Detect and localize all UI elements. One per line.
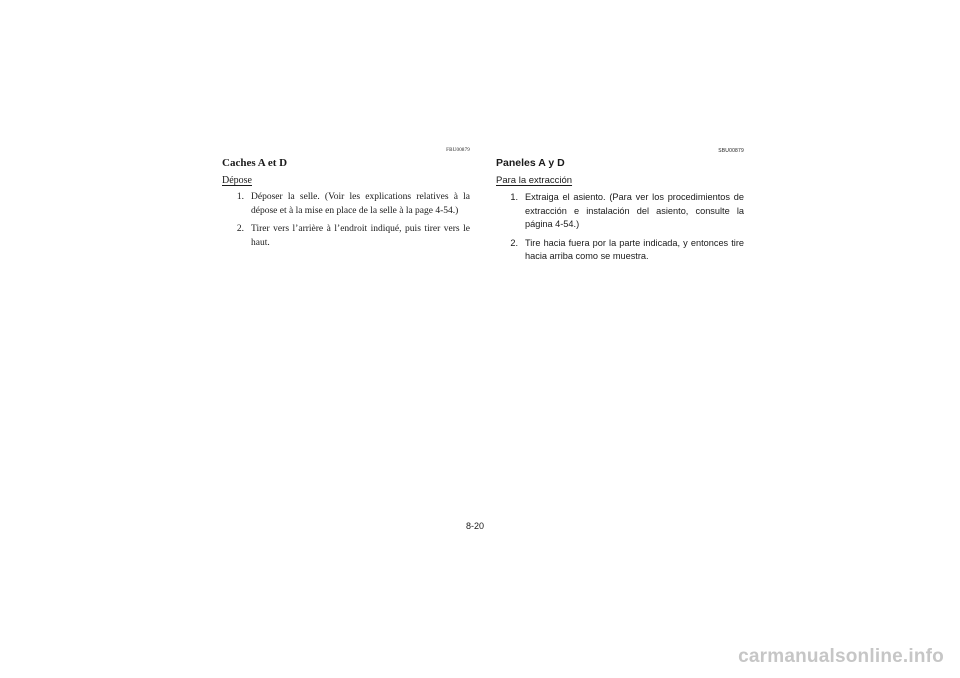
french-heading: Caches A et D (222, 157, 288, 169)
spanish-column (496, 148, 744, 269)
french-column (222, 148, 470, 255)
french-section-code: FBU00879 (446, 148, 470, 153)
french-step-number: 2. (236, 224, 244, 234)
french-step (222, 191, 470, 218)
french-step-text: Déposer la selle. (Voir les explications relatives à la dépose et à la mise en place de la selle à la page 4-54.) (251, 192, 470, 216)
spanish-step-number: 2. (510, 237, 518, 248)
french-step (222, 223, 470, 250)
spanish-step-text: Tire hacia fuera por la parte indicada, y entonces tire hacia arriba como se muestra. (525, 237, 744, 261)
spanish-heading: Paneles A y D (496, 157, 565, 169)
spanish-step (496, 237, 744, 264)
french-subheading: Dépose (222, 175, 252, 186)
spanish-step-text: Extraiga el asiento. (Para ver los procedimientos de extracción e instalación del asiento, consulte la página 4-54.) (525, 192, 744, 229)
spanish-step (496, 191, 744, 232)
french-steps-list (222, 191, 470, 250)
spanish-subheading: Para la extracción (496, 175, 573, 186)
spanish-steps-list (496, 191, 744, 264)
watermark: carmanualsonline.info (738, 646, 944, 667)
french-step-text: Tirer vers l’arrière à l’endroit indiqué, puis tirer vers le haut. (251, 224, 470, 248)
spanish-section-code: SBU00879 (718, 148, 744, 154)
french-step-number: 1. (236, 192, 244, 202)
page-number: 8-20 (466, 521, 485, 531)
spanish-step-number: 1. (510, 192, 518, 202)
